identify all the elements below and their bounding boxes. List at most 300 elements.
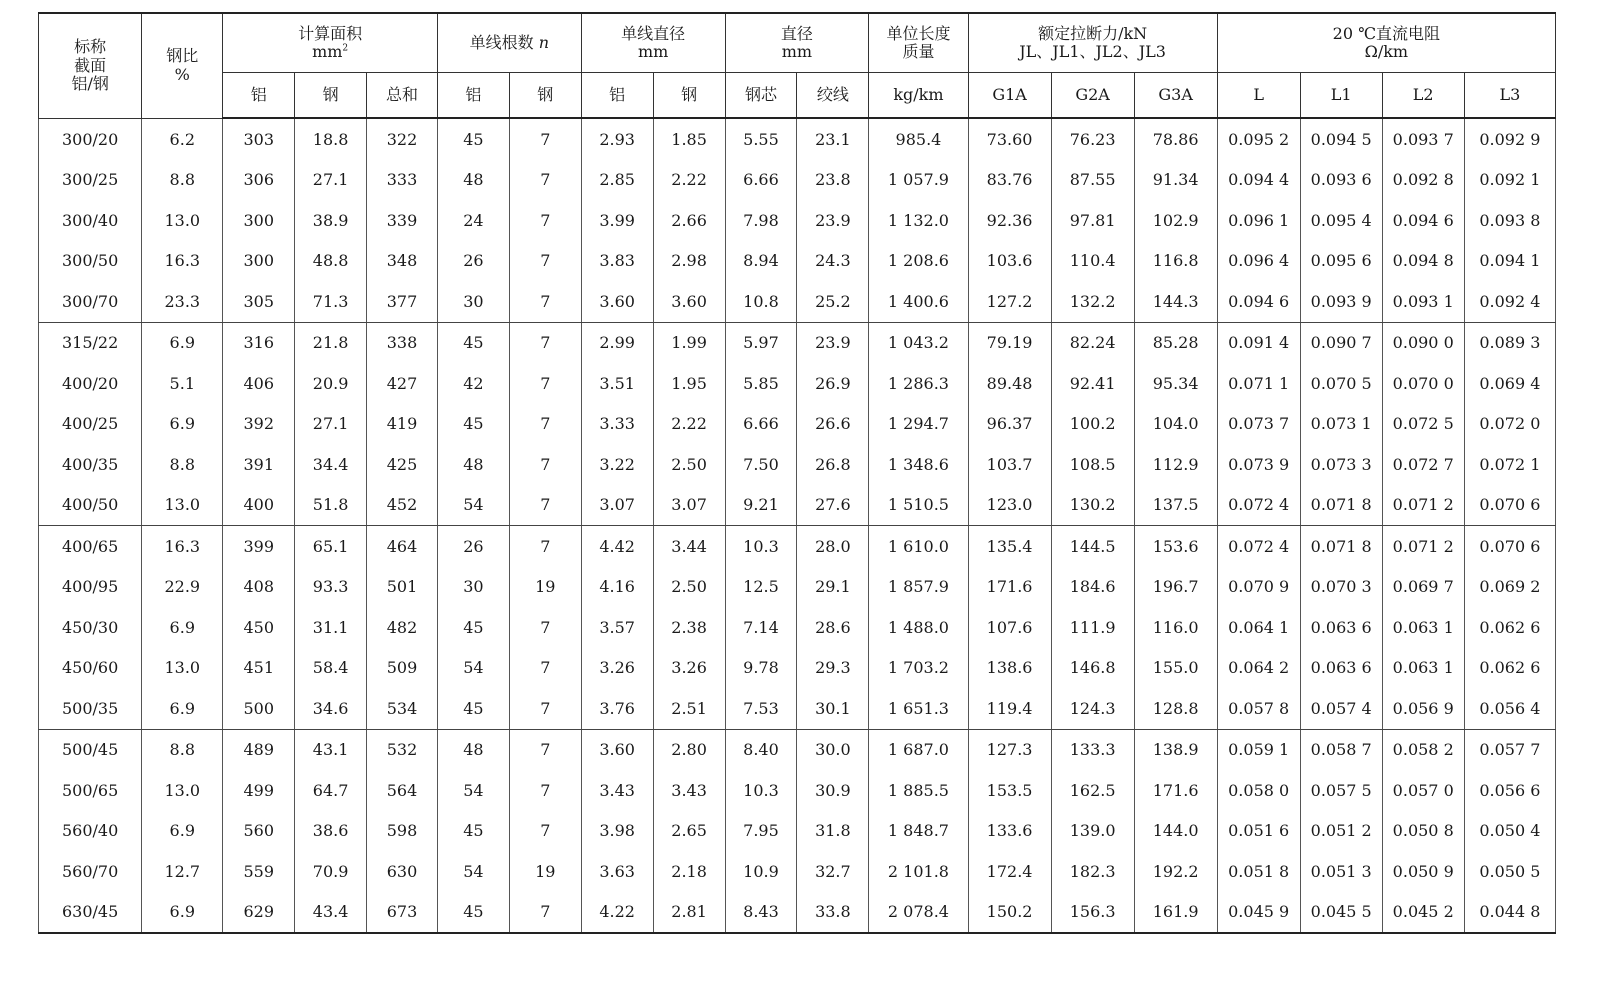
cell-count-al: 26 [437, 526, 509, 567]
cell-wire-dia-al: 3.43 [581, 770, 653, 811]
cell-dia-core: 10.8 [725, 281, 797, 322]
cell-dia-strand: 32.7 [797, 851, 869, 892]
cell-res-l3: 0.069 4 [1464, 363, 1555, 404]
cell-res-l1: 0.051 3 [1300, 851, 1382, 892]
cell-area-total: 339 [367, 200, 438, 241]
cell-area-total: 348 [367, 241, 438, 282]
cell-nominal-area: 300/20 [39, 118, 142, 160]
table-row [39, 892, 1556, 934]
cell-area-st: 48.8 [295, 241, 367, 282]
cell-res-l1: 0.093 9 [1300, 281, 1382, 322]
cell-count-al: 48 [437, 729, 509, 770]
table-row [39, 526, 1556, 567]
header-wire-count: 单线根数 n [437, 13, 581, 73]
cell-g3a: 144.0 [1134, 811, 1217, 852]
cell-area-st: 27.1 [295, 404, 367, 445]
cell-steel-ratio: 6.9 [142, 811, 223, 852]
cell-res-l1: 0.057 4 [1300, 688, 1382, 729]
cell-res-l2: 0.050 8 [1382, 811, 1464, 852]
cell-res-l3: 0.044 8 [1464, 892, 1555, 934]
cell-g3a: 116.8 [1134, 241, 1217, 282]
cell-g2a: 133.3 [1051, 729, 1134, 770]
cell-wire-dia-st: 3.44 [653, 526, 725, 567]
header-calc-area-st: 钢 [295, 73, 367, 119]
cell-area-total: 419 [367, 404, 438, 445]
cell-g1a: 150.2 [968, 892, 1051, 934]
cell-res-l3: 0.072 1 [1464, 444, 1555, 485]
table-row [39, 444, 1556, 485]
cell-res-l3: 0.062 6 [1464, 648, 1555, 689]
cell-unit-mass: 1 651.3 [869, 688, 968, 729]
cell-res-l1: 0.070 3 [1300, 567, 1382, 608]
cell-wire-dia-st: 2.80 [653, 729, 725, 770]
cell-g1a: 83.76 [968, 160, 1051, 201]
cell-dia-core: 12.5 [725, 567, 797, 608]
cell-g3a: 137.5 [1134, 485, 1217, 526]
header-g1a: G1A [968, 73, 1051, 119]
cell-area-total: 427 [367, 363, 438, 404]
cell-res-l2: 0.063 1 [1382, 648, 1464, 689]
cell-count-al: 26 [437, 241, 509, 282]
cell-dia-core: 10.9 [725, 851, 797, 892]
cell-count-st: 7 [509, 200, 581, 241]
cell-res-l3: 0.094 1 [1464, 241, 1555, 282]
cell-res-l3: 0.092 4 [1464, 281, 1555, 322]
table-row [39, 200, 1556, 241]
cell-g1a: 135.4 [968, 526, 1051, 567]
cell-g1a: 119.4 [968, 688, 1051, 729]
cell-g1a: 89.48 [968, 363, 1051, 404]
cell-res-l: 0.072 4 [1217, 485, 1300, 526]
header-nominal-area: 标称 截面 铝/钢 [39, 13, 142, 118]
cell-g2a: 110.4 [1051, 241, 1134, 282]
cell-nominal-area: 400/65 [39, 526, 142, 567]
cell-dia-core: 8.40 [725, 729, 797, 770]
cell-count-al: 48 [437, 160, 509, 201]
cell-wire-dia-st: 3.26 [653, 648, 725, 689]
cell-unit-mass: 2 078.4 [869, 892, 968, 934]
cell-unit-mass: 1 400.6 [869, 281, 968, 322]
cell-wire-dia-st: 2.50 [653, 567, 725, 608]
cell-steel-ratio: 6.9 [142, 607, 223, 648]
cell-g2a: 111.9 [1051, 607, 1134, 648]
cell-g3a: 155.0 [1134, 648, 1217, 689]
cell-res-l2: 0.063 1 [1382, 607, 1464, 648]
cell-nominal-area: 500/65 [39, 770, 142, 811]
cell-area-st: 20.9 [295, 363, 367, 404]
cell-g2a: 124.3 [1051, 688, 1134, 729]
spec-table-page [38, 12, 1556, 934]
cell-wire-dia-st: 1.95 [653, 363, 725, 404]
cell-unit-mass: 2 101.8 [869, 851, 968, 892]
cell-g2a: 132.2 [1051, 281, 1134, 322]
cell-nominal-area: 560/70 [39, 851, 142, 892]
header-wire-diameter: 单线直径 mm [581, 13, 725, 73]
cell-wire-dia-st: 2.81 [653, 892, 725, 934]
cell-g3a: 128.8 [1134, 688, 1217, 729]
cell-unit-mass: 1 857.9 [869, 567, 968, 608]
cell-dia-core: 10.3 [725, 526, 797, 567]
cell-g2a: 182.3 [1051, 851, 1134, 892]
cell-count-al: 54 [437, 851, 509, 892]
cell-res-l3: 0.062 6 [1464, 607, 1555, 648]
cell-unit-mass: 1 687.0 [869, 729, 968, 770]
cell-dia-strand: 33.8 [797, 892, 869, 934]
cell-area-total: 452 [367, 485, 438, 526]
cell-count-st: 7 [509, 485, 581, 526]
cell-dia-core: 7.53 [725, 688, 797, 729]
cell-area-st: 31.1 [295, 607, 367, 648]
cell-nominal-area: 300/70 [39, 281, 142, 322]
cell-area-total: 564 [367, 770, 438, 811]
header-g2a: G2A [1051, 73, 1134, 119]
cell-g2a: 146.8 [1051, 648, 1134, 689]
cell-g3a: 112.9 [1134, 444, 1217, 485]
cell-dia-core: 8.94 [725, 241, 797, 282]
cell-res-l3: 0.069 2 [1464, 567, 1555, 608]
cell-res-l1: 0.073 1 [1300, 404, 1382, 445]
cell-count-st: 7 [509, 892, 581, 934]
table-row [39, 404, 1556, 445]
cell-dia-core: 6.66 [725, 404, 797, 445]
cell-res-l1: 0.058 7 [1300, 729, 1382, 770]
cell-dia-strand: 26.9 [797, 363, 869, 404]
header-steel-ratio: 钢比 % [142, 13, 223, 118]
cell-count-al: 45 [437, 811, 509, 852]
header-calc-area-total: 总和 [367, 73, 438, 119]
cell-area-al: 305 [223, 281, 295, 322]
cell-count-al: 54 [437, 648, 509, 689]
cell-res-l1: 0.063 6 [1300, 648, 1382, 689]
cell-wire-dia-st: 1.85 [653, 118, 725, 160]
cell-steel-ratio: 13.0 [142, 200, 223, 241]
cell-res-l: 0.071 1 [1217, 363, 1300, 404]
cell-res-l: 0.057 8 [1217, 688, 1300, 729]
cell-g2a: 82.24 [1051, 322, 1134, 363]
cell-dia-core: 10.3 [725, 770, 797, 811]
cell-res-l1: 0.095 4 [1300, 200, 1382, 241]
cell-res-l3: 0.092 9 [1464, 118, 1555, 160]
cell-g2a: 130.2 [1051, 485, 1134, 526]
cell-dia-strand: 29.3 [797, 648, 869, 689]
cell-res-l2: 0.090 0 [1382, 322, 1464, 363]
cell-nominal-area: 450/30 [39, 607, 142, 648]
cell-dia-core: 5.85 [725, 363, 797, 404]
cell-wire-dia-st: 2.38 [653, 607, 725, 648]
cell-g1a: 103.7 [968, 444, 1051, 485]
cell-g1a: 103.6 [968, 241, 1051, 282]
cell-area-total: 673 [367, 892, 438, 934]
cell-wire-dia-st: 3.07 [653, 485, 725, 526]
cell-res-l: 0.094 6 [1217, 281, 1300, 322]
cell-wire-dia-st: 2.98 [653, 241, 725, 282]
cell-g3a: 171.6 [1134, 770, 1217, 811]
cell-area-st: 51.8 [295, 485, 367, 526]
table-row [39, 607, 1556, 648]
cell-g1a: 127.2 [968, 281, 1051, 322]
cell-area-st: 70.9 [295, 851, 367, 892]
table-row [39, 567, 1556, 608]
cell-dia-core: 5.97 [725, 322, 797, 363]
cell-res-l: 0.045 9 [1217, 892, 1300, 934]
cell-res-l2: 0.045 2 [1382, 892, 1464, 934]
header-diameter: 直径 mm [725, 13, 869, 73]
cell-dia-core: 7.98 [725, 200, 797, 241]
cell-g1a: 172.4 [968, 851, 1051, 892]
cell-dia-core: 9.21 [725, 485, 797, 526]
cell-res-l1: 0.057 5 [1300, 770, 1382, 811]
cell-nominal-area: 400/25 [39, 404, 142, 445]
cell-dia-strand: 23.9 [797, 322, 869, 363]
cell-count-st: 7 [509, 688, 581, 729]
cell-area-st: 38.9 [295, 200, 367, 241]
cell-count-st: 7 [509, 444, 581, 485]
cell-area-total: 338 [367, 322, 438, 363]
cell-area-st: 43.1 [295, 729, 367, 770]
cell-count-st: 7 [509, 241, 581, 282]
cell-g3a: 161.9 [1134, 892, 1217, 934]
cell-wire-dia-st: 3.43 [653, 770, 725, 811]
table-row [39, 770, 1556, 811]
cell-wire-dia-al: 4.22 [581, 892, 653, 934]
cell-area-st: 38.6 [295, 811, 367, 852]
cell-dia-core: 6.66 [725, 160, 797, 201]
cell-dia-strand: 26.8 [797, 444, 869, 485]
cell-res-l3: 0.056 4 [1464, 688, 1555, 729]
cell-res-l2: 0.072 7 [1382, 444, 1464, 485]
table-body [39, 118, 1556, 933]
cell-res-l2: 0.071 2 [1382, 526, 1464, 567]
cell-g1a: 107.6 [968, 607, 1051, 648]
cell-area-al: 499 [223, 770, 295, 811]
cell-g3a: 91.34 [1134, 160, 1217, 201]
cell-wire-dia-al: 4.42 [581, 526, 653, 567]
cell-g2a: 108.5 [1051, 444, 1134, 485]
cell-area-al: 560 [223, 811, 295, 852]
cell-g1a: 127.3 [968, 729, 1051, 770]
cell-steel-ratio: 16.3 [142, 526, 223, 567]
cell-count-al: 45 [437, 404, 509, 445]
cell-res-l: 0.070 9 [1217, 567, 1300, 608]
cell-res-l: 0.091 4 [1217, 322, 1300, 363]
cell-count-st: 7 [509, 729, 581, 770]
cell-area-total: 464 [367, 526, 438, 567]
cell-wire-dia-st: 2.22 [653, 160, 725, 201]
cell-wire-dia-al: 3.98 [581, 811, 653, 852]
cell-unit-mass: 985.4 [869, 118, 968, 160]
cell-area-total: 482 [367, 607, 438, 648]
cell-res-l1: 0.063 6 [1300, 607, 1382, 648]
cell-nominal-area: 450/60 [39, 648, 142, 689]
cell-area-al: 391 [223, 444, 295, 485]
cell-nominal-area: 300/50 [39, 241, 142, 282]
cell-res-l1: 0.045 5 [1300, 892, 1382, 934]
cell-area-al: 399 [223, 526, 295, 567]
header-rated-strength: 额定拉断力/kN JL、JL1、JL2、JL3 [968, 13, 1217, 73]
cell-g3a: 78.86 [1134, 118, 1217, 160]
cell-wire-dia-al: 3.57 [581, 607, 653, 648]
cell-count-st: 19 [509, 567, 581, 608]
cell-g3a: 85.28 [1134, 322, 1217, 363]
cell-dia-core: 8.43 [725, 892, 797, 934]
cell-g1a: 73.60 [968, 118, 1051, 160]
cell-res-l: 0.064 1 [1217, 607, 1300, 648]
cell-count-st: 7 [509, 118, 581, 160]
cell-g2a: 184.6 [1051, 567, 1134, 608]
cell-res-l: 0.058 0 [1217, 770, 1300, 811]
cell-nominal-area: 400/50 [39, 485, 142, 526]
cell-steel-ratio: 6.9 [142, 404, 223, 445]
cell-res-l: 0.095 2 [1217, 118, 1300, 160]
cell-unit-mass: 1 057.9 [869, 160, 968, 201]
cell-nominal-area: 300/40 [39, 200, 142, 241]
cell-area-total: 377 [367, 281, 438, 322]
cell-g3a: 102.9 [1134, 200, 1217, 241]
cell-area-total: 509 [367, 648, 438, 689]
cell-wire-dia-al: 3.76 [581, 688, 653, 729]
cell-area-st: 64.7 [295, 770, 367, 811]
cell-dia-core: 7.14 [725, 607, 797, 648]
cell-res-l3: 0.089 3 [1464, 322, 1555, 363]
cell-nominal-area: 400/20 [39, 363, 142, 404]
cell-area-total: 630 [367, 851, 438, 892]
cell-area-total: 425 [367, 444, 438, 485]
header-unit-mass: 单位长度 质量 [869, 13, 968, 73]
cell-res-l2: 0.058 2 [1382, 729, 1464, 770]
cell-wire-dia-al: 3.60 [581, 281, 653, 322]
cell-count-al: 45 [437, 688, 509, 729]
cell-area-al: 450 [223, 607, 295, 648]
cell-count-al: 42 [437, 363, 509, 404]
header-res-l: L [1217, 73, 1300, 119]
cell-area-al: 392 [223, 404, 295, 445]
cell-area-al: 451 [223, 648, 295, 689]
cell-res-l2: 0.093 7 [1382, 118, 1464, 160]
cell-area-total: 598 [367, 811, 438, 852]
cell-count-st: 7 [509, 363, 581, 404]
header-wire-count-st: 钢 [509, 73, 581, 119]
cell-area-st: 18.8 [295, 118, 367, 160]
cell-res-l1: 0.090 7 [1300, 322, 1382, 363]
cell-wire-dia-st: 2.66 [653, 200, 725, 241]
cell-g1a: 79.19 [968, 322, 1051, 363]
cell-res-l1: 0.070 5 [1300, 363, 1382, 404]
cell-count-st: 19 [509, 851, 581, 892]
cell-wire-dia-al: 3.33 [581, 404, 653, 445]
cell-area-al: 306 [223, 160, 295, 201]
table-row [39, 322, 1556, 363]
cell-g2a: 156.3 [1051, 892, 1134, 934]
header-dc-resistance: 20 ℃直流电阻 Ω/km [1217, 13, 1555, 73]
cell-g1a: 92.36 [968, 200, 1051, 241]
cell-area-total: 333 [367, 160, 438, 201]
cell-res-l2: 0.050 9 [1382, 851, 1464, 892]
cell-unit-mass: 1 510.5 [869, 485, 968, 526]
cell-nominal-area: 560/40 [39, 811, 142, 852]
cell-dia-strand: 27.6 [797, 485, 869, 526]
cell-g3a: 116.0 [1134, 607, 1217, 648]
cell-res-l1: 0.073 3 [1300, 444, 1382, 485]
cell-dia-strand: 23.9 [797, 200, 869, 241]
cell-count-st: 7 [509, 811, 581, 852]
cell-g1a: 96.37 [968, 404, 1051, 445]
cell-g2a: 92.41 [1051, 363, 1134, 404]
cell-wire-dia-st: 2.51 [653, 688, 725, 729]
cell-unit-mass: 1 885.5 [869, 770, 968, 811]
cell-dia-strand: 23.8 [797, 160, 869, 201]
table-row [39, 851, 1556, 892]
cell-dia-core: 7.50 [725, 444, 797, 485]
cell-res-l: 0.094 4 [1217, 160, 1300, 201]
cell-dia-strand: 30.0 [797, 729, 869, 770]
cell-res-l2: 0.094 8 [1382, 241, 1464, 282]
cell-res-l3: 0.072 0 [1464, 404, 1555, 445]
cell-unit-mass: 1 488.0 [869, 607, 968, 648]
cell-count-al: 45 [437, 607, 509, 648]
cell-steel-ratio: 8.8 [142, 160, 223, 201]
cell-unit-mass: 1 132.0 [869, 200, 968, 241]
cell-unit-mass: 1 610.0 [869, 526, 968, 567]
cell-res-l3: 0.056 6 [1464, 770, 1555, 811]
cell-count-al: 24 [437, 200, 509, 241]
cell-area-total: 501 [367, 567, 438, 608]
header-wire-count-al: 铝 [437, 73, 509, 119]
cell-count-st: 7 [509, 526, 581, 567]
cell-wire-dia-al: 3.51 [581, 363, 653, 404]
header-g3a: G3A [1134, 73, 1217, 119]
cell-dia-core: 9.78 [725, 648, 797, 689]
header-unit-mass-unit: kg/km [869, 73, 968, 119]
cell-area-al: 300 [223, 241, 295, 282]
cell-nominal-area: 500/45 [39, 729, 142, 770]
cell-wire-dia-st: 3.60 [653, 281, 725, 322]
cell-wire-dia-al: 3.99 [581, 200, 653, 241]
cell-g3a: 196.7 [1134, 567, 1217, 608]
cell-res-l3: 0.093 8 [1464, 200, 1555, 241]
cell-area-total: 322 [367, 118, 438, 160]
cell-g3a: 95.34 [1134, 363, 1217, 404]
cell-area-st: 58.4 [295, 648, 367, 689]
cell-count-st: 7 [509, 322, 581, 363]
cell-steel-ratio: 12.7 [142, 851, 223, 892]
cell-res-l1: 0.071 8 [1300, 526, 1382, 567]
cell-unit-mass: 1 703.2 [869, 648, 968, 689]
cell-nominal-area: 500/35 [39, 688, 142, 729]
cell-res-l1: 0.071 8 [1300, 485, 1382, 526]
header-diameter-strand: 绞线 [797, 73, 869, 119]
cell-g1a: 133.6 [968, 811, 1051, 852]
cell-unit-mass: 1 286.3 [869, 363, 968, 404]
cell-area-al: 406 [223, 363, 295, 404]
header-diameter-core: 钢芯 [725, 73, 797, 119]
cell-res-l: 0.051 6 [1217, 811, 1300, 852]
cell-unit-mass: 1 348.6 [869, 444, 968, 485]
table-header [39, 13, 1556, 118]
cell-res-l3: 0.092 1 [1464, 160, 1555, 201]
cell-count-al: 45 [437, 322, 509, 363]
cell-dia-strand: 25.2 [797, 281, 869, 322]
cell-area-al: 316 [223, 322, 295, 363]
cell-area-st: 34.6 [295, 688, 367, 729]
cell-area-st: 21.8 [295, 322, 367, 363]
cell-area-al: 303 [223, 118, 295, 160]
cell-area-total: 532 [367, 729, 438, 770]
cell-wire-dia-al: 3.60 [581, 729, 653, 770]
cell-count-st: 7 [509, 770, 581, 811]
cell-g2a: 100.2 [1051, 404, 1134, 445]
header-res-l2: L2 [1382, 73, 1464, 119]
cell-res-l1: 0.095 6 [1300, 241, 1382, 282]
